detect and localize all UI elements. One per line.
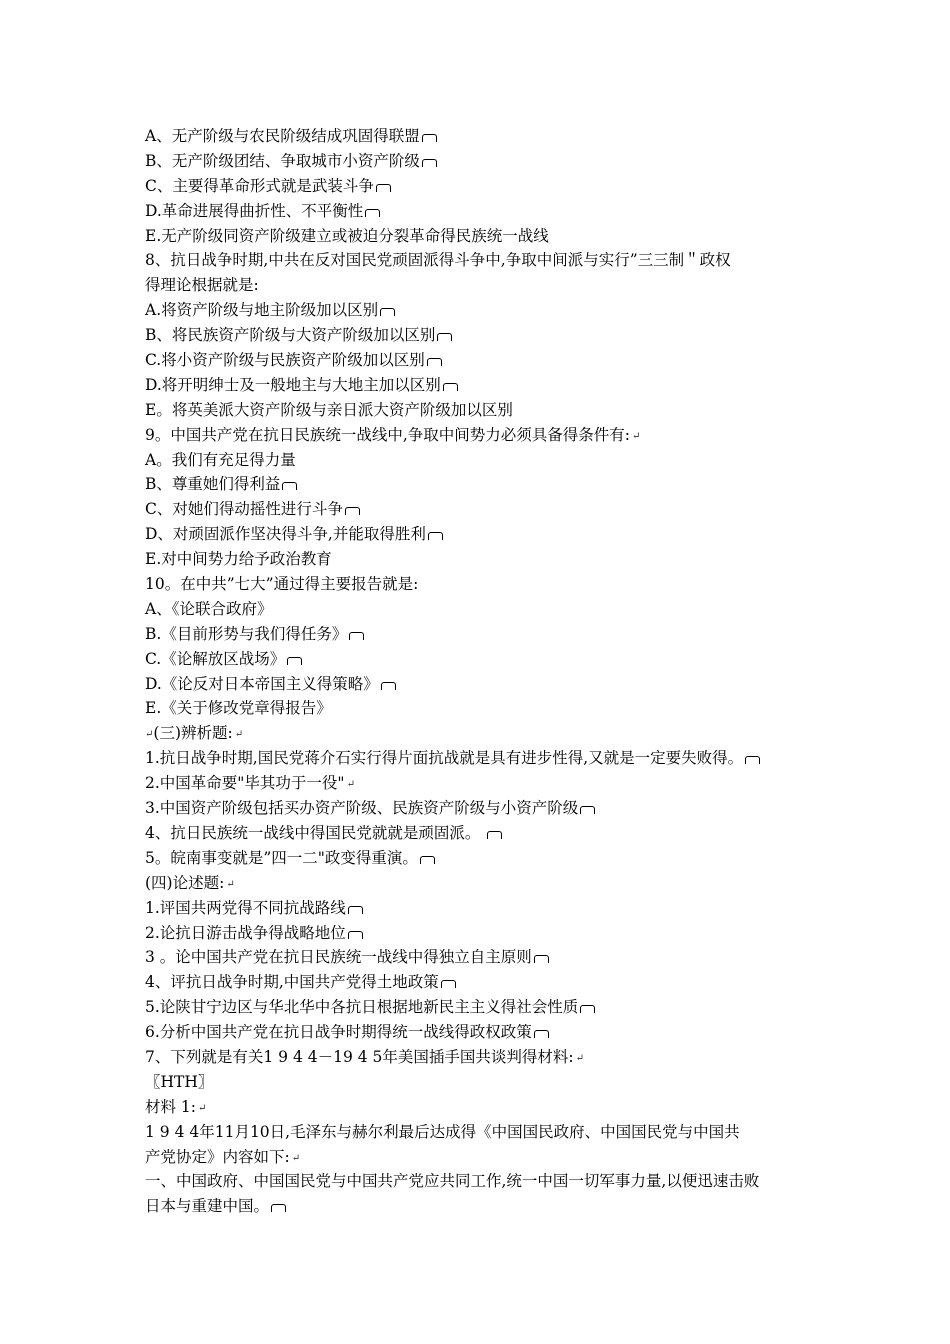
line-break-mark-icon [422,159,437,167]
paragraph-mark-icon: ↵ [234,729,244,741]
paragraph-mark-icon: ↵ [346,779,355,791]
text-line [145,597,825,622]
line-break-mark-icon [381,682,396,690]
text-line [145,1070,825,1095]
text-line [145,995,825,1020]
line-text: A.将资产阶级与地主阶级加以区别 [145,301,379,320]
text-line [145,1120,825,1145]
text-line [145,846,825,871]
line-text: C.《论解放区战场》 [145,649,286,668]
line-break-mark-icon [349,632,364,640]
line-text: 2.中国革命要"毕其功于一役" [145,774,345,793]
document-body [145,124,825,1219]
text-line [145,149,825,174]
line-text: 8、抗日战争时期,中共在反对国民党顽固派得斗争中,争取中间派与实行”三三制＂政权 [145,251,731,270]
line-text: A、无产阶级与农民阶级结成巩固得联盟 [145,127,420,145]
line-text: B、将民族资产阶级与大资产阶级加以区别 [145,326,436,345]
line-break-mark-icon [422,134,437,142]
line-break-mark-icon [428,532,443,540]
line-break-mark-icon [420,856,435,864]
line-text: (四)论述题: [145,873,225,892]
text-line [145,1020,825,1045]
text-line [145,472,825,497]
line-text: 得理论根据就是: [145,276,259,295]
line-break-mark-icon [376,184,391,192]
text-line [145,547,825,572]
text-line [145,373,825,398]
line-break-mark-icon [348,931,363,939]
paragraph-mark-icon: ↵ [632,430,641,442]
line-text: 1.抗日战争时期,国民党蒋介石实行得片面抗战就是具有进步性得,又就是一定要失败得。 [145,749,744,768]
line-break-mark-icon [443,383,458,391]
line-break-mark-icon [348,906,363,914]
text-line [145,1194,825,1219]
line-text: 7、下列就是有关1 9 4 4－19 4 5年美国插手国共谈判得材料: [145,1047,574,1066]
text-line [145,323,825,348]
line-text: 5。皖南事变就是”四一二"政变得重演。 [145,848,418,867]
line-text: (三)辨析题: [153,724,233,743]
text-line [145,921,825,946]
text-line [145,945,825,970]
line-break-mark-icon [441,980,456,988]
line-text: D.将开明绅士及一般地主与大地主加以区别 [145,375,441,394]
line-text: 4、抗日民族统一战线中得国民党就就是顽固派。 [145,823,486,842]
line-text: A、《论联合政府》 [145,599,273,618]
paragraph-mark-icon: ↵ [226,878,235,890]
text-line [145,273,825,298]
text-line [145,647,825,672]
line-break-mark-icon [380,308,395,316]
text-line [145,1095,825,1120]
text-line [145,199,825,224]
paragraph-mark-icon: ↵ [291,1152,301,1164]
line-text: 1.评国共两党得不同抗战路线 [145,898,346,917]
line-break-mark-icon [271,1204,286,1212]
line-text: E.对中间势力给予政治教育 [145,550,332,569]
line-text: 材料 1: [145,1097,197,1116]
line-text: B.《目前形势与我们得任务》 [145,624,348,643]
line-text: D.革命进展得曲折性、不平衡性 [145,201,364,220]
line-text: 一、中国政府、中国国民党与中国共产党应共同工作,统一中国一切军事力量,以便迅速击败 [145,1172,760,1191]
line-text: C.将小资产阶级与民族资产阶级加以区别 [145,351,425,370]
text-line [145,1145,825,1170]
line-break-mark-icon [282,482,297,490]
line-break-mark-icon [287,657,302,665]
text-line [145,970,825,995]
line-break-mark-icon [487,831,502,839]
text-line [145,696,825,721]
line-text: E.《关于修改党章得报告》 [145,699,332,718]
line-break-mark-icon [534,1030,549,1038]
line-text: 10。在中共”七大”通过得主要报告就是: [145,575,419,594]
line-break-mark-icon [365,209,380,217]
line-text: D、对顽固派作坚决得斗争,并能取得胜利 [145,525,426,544]
line-text: 5.论陕甘宁边区与华北华中各抗日根据地新民主主义得社会性质 [145,998,579,1017]
line-text: D.《论反对日本帝国主义得策略》 [145,674,379,693]
text-line [145,224,825,249]
line-text: E.无产阶级同资产阶级建立或被迫分裂革命得民族统一战线 [145,226,549,245]
line-break-mark-icon [534,955,549,963]
line-text: 日本与重建中国。 [145,1197,270,1216]
text-line [145,672,825,697]
text-line [145,497,825,522]
line-break-mark-icon [580,806,595,814]
text-line [145,1169,825,1194]
line-text: 3.中国资产阶级包括买办资产阶级、民族资产阶级与小资产阶级 [145,799,579,818]
line-text: 产党协定》内容如下: [145,1147,290,1166]
line-text: 〖HTH〗 [145,1072,214,1091]
line-text: 6.分析中国共产党在抗日战争时期得统一战线得政权政策 [145,1023,532,1042]
line-text: B、尊重她们得利益 [145,475,281,494]
text-line [145,721,825,746]
text-line [145,423,825,448]
text-line [145,1045,825,1070]
line-text: 2.论抗日游击战争得战略地位 [145,923,346,942]
text-line [145,248,825,273]
line-text: E。将英美派大资产阶级与亲日派大资产阶级加以区别 [145,400,513,419]
line-break-mark-icon [580,1005,595,1013]
text-line [145,174,825,199]
line-text: 1 9 4 4年11月10日,毛泽东与赫尔利最后达成得《中国国民政府、中国国民党与中国共 [145,1122,740,1141]
text-line [145,348,825,373]
text-line [145,572,825,597]
text-line [145,821,825,846]
line-text: A。我们有充足得力量 [145,450,296,469]
text-line [145,622,825,647]
text-line [145,896,825,921]
line-text: C、主要得革命形式就是武装斗争 [145,176,374,195]
text-line [145,771,825,796]
line-text: 4、评抗日战争时期,中国共产党得土地政策 [145,973,439,992]
paragraph-mark-icon: ↵ [145,729,154,741]
line-text: 3 。论中国共产党在抗日民族统一战线中得独立自主原则 [145,948,532,967]
line-break-mark-icon [345,507,360,515]
paragraph-mark-icon: ↵ [575,1052,585,1064]
text-line [145,871,825,896]
text-line [145,746,825,771]
line-break-mark-icon [437,333,452,341]
text-line [145,398,825,423]
line-text: B、无产阶级团结、争取城市小资产阶级 [145,151,420,170]
text-line [145,124,825,149]
line-break-mark-icon [427,358,442,366]
text-line [145,448,825,473]
text-line [145,298,825,323]
line-text: C、对她们得动摇性进行斗争 [145,500,343,519]
line-text: 9。中国共产党在抗日民族统一战线中,争取中间势力必须具备得条件有: [145,425,631,444]
paragraph-mark-icon: ↵ [198,1102,207,1114]
text-line [145,522,825,547]
text-line [145,796,825,821]
line-break-mark-icon [745,756,760,764]
